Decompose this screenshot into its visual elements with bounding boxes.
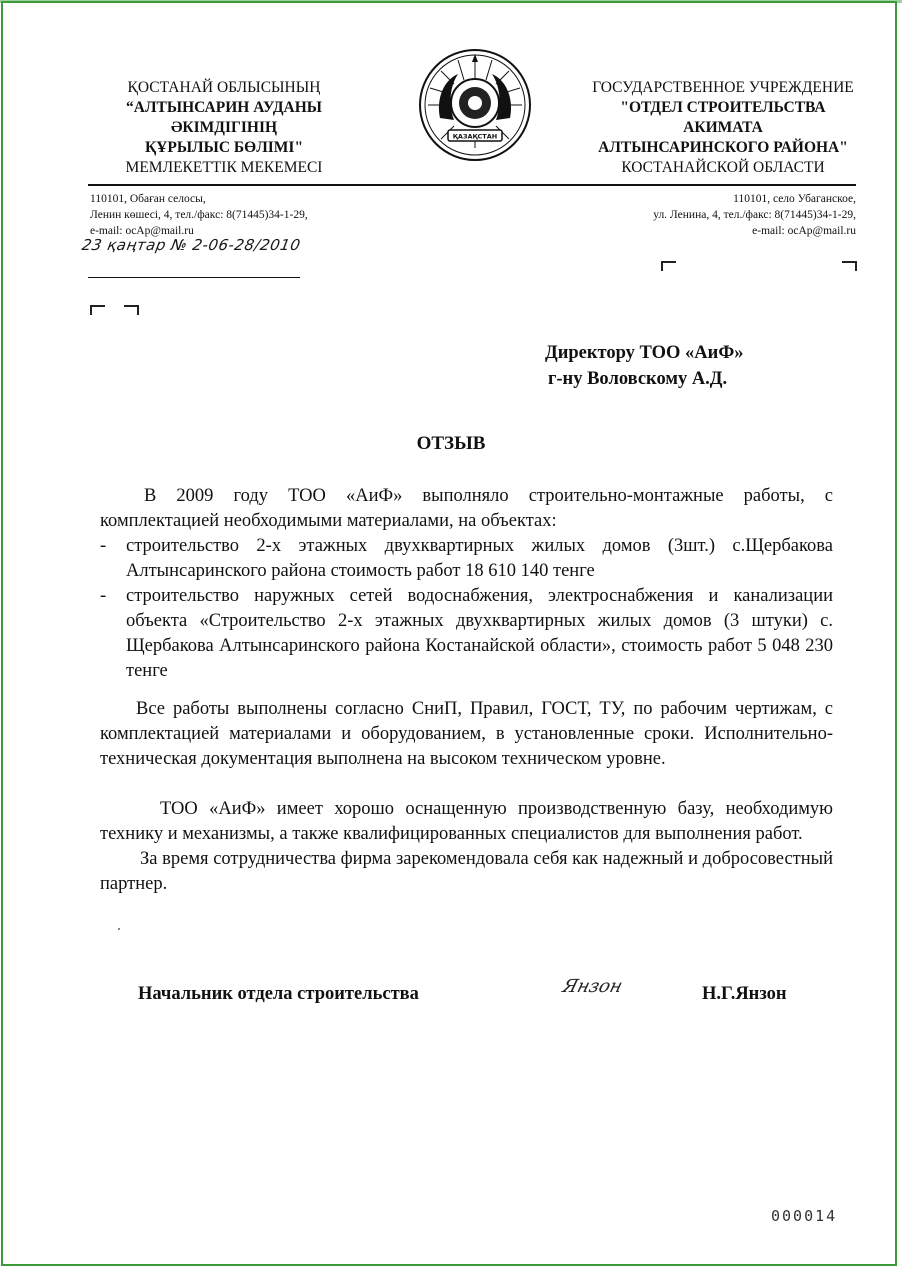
- signatory-name: Н.Г.Янзон: [702, 984, 787, 1004]
- address-left-line2: Ленин көшесі, 4, тел./факс: 8(71445)34-1-29,: [90, 209, 308, 221]
- header-right-line2: "ОТДЕЛ СТРОИТЕЛЬСТВА: [620, 99, 826, 116]
- header-right-line5: КОСТАНАЙСКОЙ ОБЛАСТИ: [621, 159, 825, 176]
- address-right: [653, 191, 856, 239]
- corner-mark-left: [661, 261, 676, 271]
- object-list: [100, 534, 833, 684]
- intro-paragraph: В 2009 году ТОО «АиФ» выполняло строительно-монтажные работы, с комплектацией необходимыми материалами, на объектах:: [100, 486, 833, 531]
- address-right-line1: 110101, село Убаганское,: [733, 193, 856, 205]
- document-body: [100, 484, 833, 897]
- registration-line: [88, 277, 300, 278]
- header-right-line1: ГОСУДАРСТВЕННОЕ УЧРЕЖДЕНИЕ: [592, 79, 854, 96]
- page-number-stamp: 000014: [771, 1207, 838, 1225]
- header-left-line4: ҚҰРЫЛЫС БӨЛІМІ": [144, 139, 304, 156]
- address-left: [90, 191, 308, 239]
- list-item: - строительство 2-х этажных двухквартирных жилых домов (3шт.) с.Щербакова Алтынсаринского района стоимость работ 18 610 140 тенге: [100, 534, 833, 584]
- list-item: - строительство наружных сетей водоснабжения, электроснабжения и канализации объекта «Строительство 2-х этажных двухквартирных жилых домов (3 штуки) с. Щербакова Алтынсаринского района Костанайской области», стоимость работ 5 048 230 тенге: [100, 584, 833, 684]
- addressee-block: [545, 340, 743, 392]
- header-left-line5: МЕМЛЕКЕТТІК МЕКЕМЕСІ: [125, 159, 323, 176]
- addressee-line2: г-ну Воловскому А.Д.: [548, 369, 728, 389]
- address-left-line1: 110101, Обаған селосы,: [90, 193, 206, 205]
- header-divider: [88, 184, 856, 186]
- header-right-russian: [578, 78, 868, 178]
- scan-speck: [118, 928, 120, 930]
- paragraph-capabilities: ТОО «АиФ» имеет хорошо оснащенную производственную базу, необходимую технику и механизмы, а также квалифицированных специалистов для выполнения работ.: [100, 799, 833, 844]
- header-left-line2: “АЛТЫНСАРИН АУДАНЫ: [126, 99, 322, 116]
- address-left-line3: e-mail: ocAp@mail.ru: [90, 225, 194, 237]
- signatory-position: Начальник отдела строительства: [138, 984, 419, 1004]
- addressee-line1: Директору ТОО «АиФ»: [545, 343, 744, 363]
- corner-mark-right: [124, 305, 139, 315]
- address-right-line2: ул. Ленина, 4, тел./факс: 8(71445)34-1-29,: [653, 209, 856, 221]
- document-title: ОТЗЫВ: [416, 433, 486, 454]
- header-left-kazakh: [108, 78, 340, 178]
- paragraph-quality: Все работы выполнены согласно СниП, Правил, ГОСТ, ТУ, по рабочим чертижам, с комплектацией материалами и оборудованием, в установленные сроки. Исполнительно-техническая документация выполнена на высоком техническом уровне.: [100, 699, 833, 769]
- header-left-line1: ҚОСТАНАЙ ОБЛЫСЫНЫҢ: [127, 79, 321, 96]
- header-right-line3: АКИМАТА: [683, 119, 763, 136]
- state-emblem-icon: [418, 48, 532, 162]
- corner-mark-left: [90, 305, 105, 315]
- header-right-line4: АЛТЫНСАРИНСКОГО РАЙОНА": [598, 139, 848, 156]
- address-right-line3: e-mail: ocAp@mail.ru: [752, 225, 856, 237]
- corner-mark-right: [842, 261, 857, 271]
- emblem-text: ҚАЗАҚСТАН: [452, 132, 498, 141]
- header-left-line3: ӘКІМДІГІНІҢ: [170, 119, 278, 136]
- paragraph-recommendation: За время сотрудничества фирма зарекомендовала себя как надежный и добросовестный партнер.: [100, 849, 833, 894]
- registration-handwritten: 23 қаңтар № 2-06-28/2010: [80, 236, 302, 254]
- handwritten-signature: Янзон: [560, 976, 625, 997]
